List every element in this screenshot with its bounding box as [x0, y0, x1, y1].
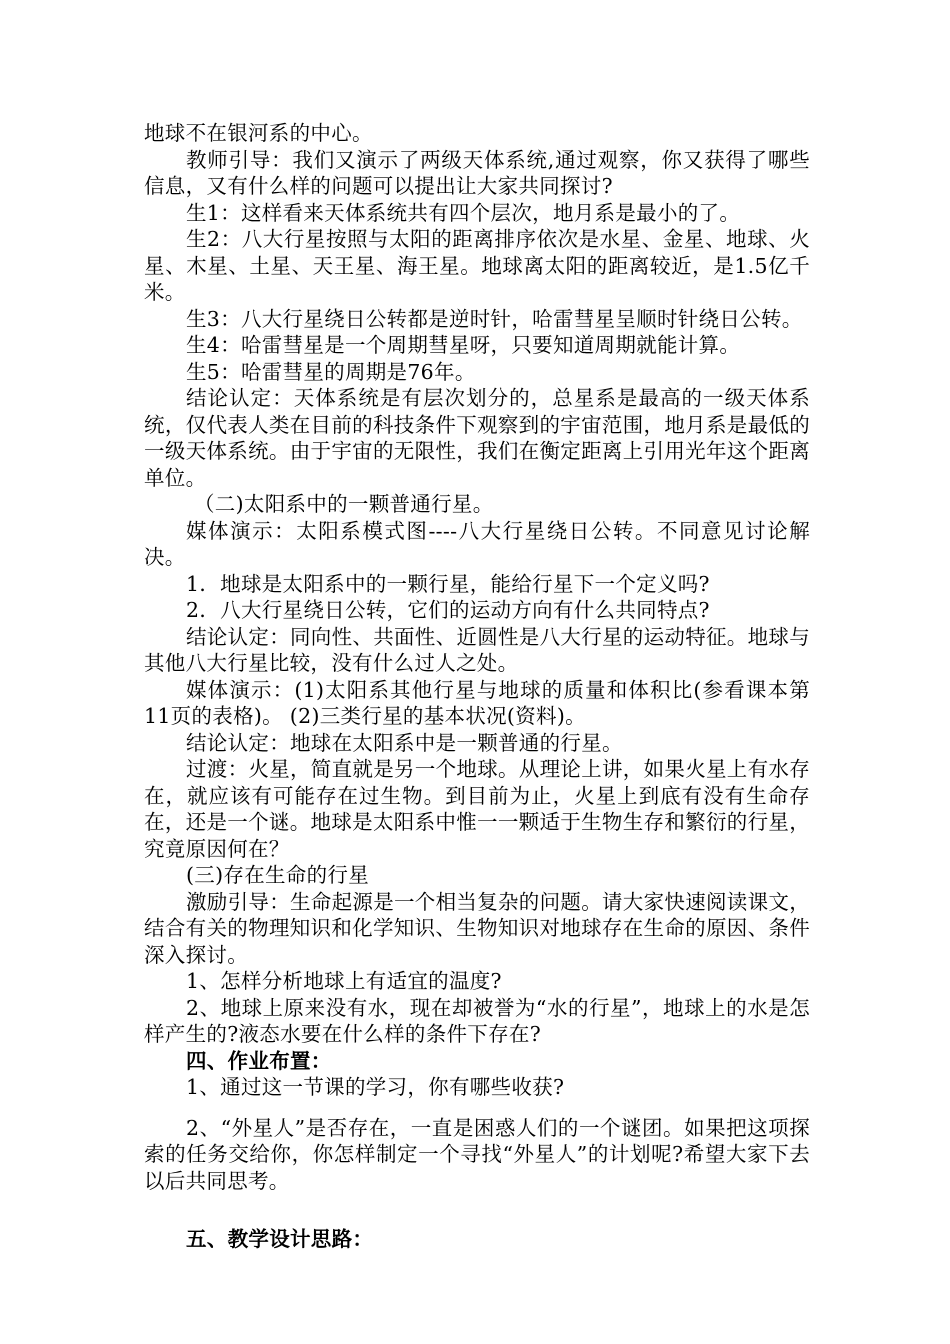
paragraph: 激励引导：生命起源是一个相当复杂的问题。请大家快速阅读课文，结合有关的物理知识和化学知识、生物知识对地球存在生命的原因、条件深入探讨。	[144, 889, 810, 967]
blank-line	[144, 1101, 810, 1115]
numbered-question: 1．地球是太阳系中的一颗行星，能给行星下一个定义吗?	[186, 571, 710, 596]
numbered-question: 1、怎样分析地球上有适宜的温度?	[186, 969, 502, 993]
paragraph: 教师引导：我们又演示了两级天体系统,通过观察，你又获得了哪些信息，又有什么样的问题可以提出让大家共同探讨?	[144, 147, 810, 198]
numbered-question: 2、“外星人”是否存在，一直是困惑人们的一个谜团。如果把这项探索的任务交给你，你怎样制定一个寻找“外星人”的计划呢?希望大家下去以后共同思考。	[144, 1115, 810, 1193]
paragraph: 地球不在银河系的中心。	[144, 121, 373, 145]
numbered-question: 1、通过这一节课的学习，你有哪些收获?	[186, 1075, 565, 1099]
paragraph: 结论认定：天体系统是有层次划分的，总星系是最高的一级天体系统，仅代表人类在目前的科技条件下观察到的宇宙范围，地月系是最低的一级天体系统。由于宇宙的无限性，我们在衡定距离上引用光年这个距离单位。	[144, 386, 810, 490]
paragraph: 媒体演示：(1)太阳系其他行星与地球的质量和体积比(参看课本第11页的表格)。 (2)三类行星的基本状况(资料)。	[144, 677, 810, 728]
paragraph: 过渡：火星，简直就是另一个地球。从理论上讲，如果火星上有水存在，就应该有可能存在过生物。到目前为止，火星上到底有没有生命存在，还是一个谜。地球是太阳系中惟一一颗适于生物生存和繁衍的行星，究竟原因何在？	[144, 757, 810, 861]
numbered-question: 2．八大行星绕日公转，它们的运动方向有什么共同特点?	[186, 598, 710, 622]
paragraph: 生1：这样看来天体系统共有四个层次，地月系是最小的了。	[186, 200, 741, 225]
paragraph: 生2：八大行星按照与太阳的距离排序依次是水星、金星、地球、火星、木星、土星、天王星、海王星。地球离太阳的距离较近，是1.5亿千米。	[144, 227, 810, 304]
section-heading: 五、教学设计思路：	[186, 1227, 374, 1251]
section-subheading: （二)太阳系中的一颗普通行星。	[194, 492, 494, 516]
paragraph: 生5：哈雷彗星的周期是76年。	[186, 359, 476, 384]
numbered-question: 2、地球上原来没有水，现在却被誉为“水的行星”，地球上的水是怎样产生的?液态水要在什么样的条件下存在?	[144, 995, 810, 1046]
paragraph: 生3：八大行星绕日公转都是逆时针，哈雷彗星呈顺时针绕日公转。	[186, 306, 803, 331]
paragraph: 结论认定：同向性、共面性、近圆性是八大行星的运动特征。地球与其他八大行星比较，没有什么过人之处。	[144, 624, 810, 675]
section-subheading: (三)存在生命的行星	[186, 863, 369, 887]
paragraph: 媒体演示：太阳系模式图----八大行星绕日公转。不同意见讨论解决。	[144, 518, 810, 569]
section-heading: 四、作业布置：	[186, 1048, 332, 1073]
document-page	[144, 120, 810, 1253]
paragraph: 结论认定：地球在太阳系中是一颗普通的行星。	[186, 730, 623, 755]
blank-line	[144, 1194, 810, 1226]
paragraph: 生4：哈雷彗星是一个周期彗星呀，只要知道周期就能计算。	[186, 333, 741, 357]
